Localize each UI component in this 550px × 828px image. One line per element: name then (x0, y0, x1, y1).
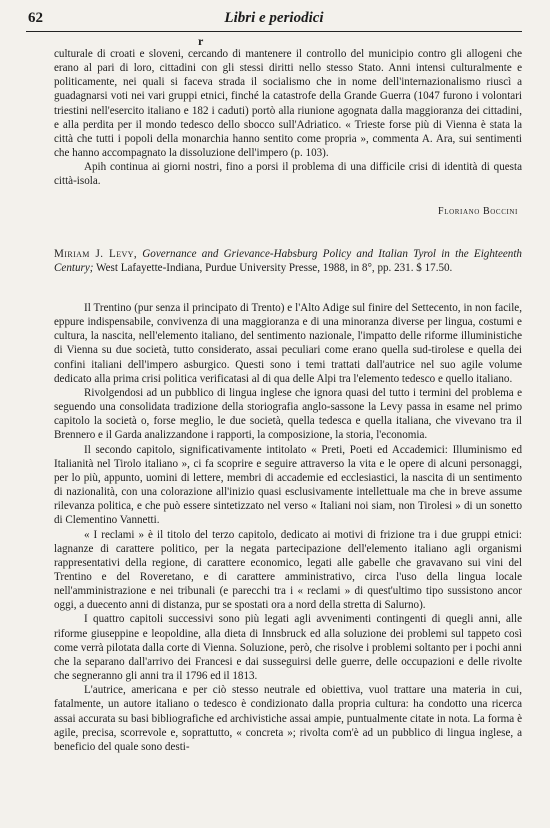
book-author: Miriam J. Levy, (54, 248, 138, 260)
reviewer-signature: Floriano Boccini (438, 206, 518, 217)
review-2-heading (54, 247, 522, 275)
page-header (26, 9, 522, 32)
paragraph: Il secondo capitolo, significativamente intitolato « Preti, Poeti ed Accademici: Illuminismo ed Italianità nel Tirolo italiano », ci fa scoprire e seguire attraverso la vita e le opere di alcuni personaggi, per lo più, appunto, uomini di lettere, membri di accademie ed ecclesiastici, la nascita di un sentimento di nazionalità, con una colorazione all'inizio quasi esclusivamente intellettuale ma che in breve assume rilevanza politica, e che può essere sintetizzato nel verso « Italiani noi siam, non Tirolesi » di un sonetto di Clementino Vannetti. (54, 443, 522, 527)
paragraph: culturale di croati e sloveni, cercando di mantenere il controllo del municipio contro gli allogeni che erano al pari di loro, cittadini con gli stessi diritti nello stesso Stato. Anni intensi culturalmente e politicamente, nei quali si faceva strada il socialismo che in nome dell'internazionalismo riuscì a guadagnarsi voti nei vari gruppi etnici, finché la catastrofe della Grande Guerra (1047 furono i volontari triestini nell'esercito italiano e 182 i caduti) portò alla riunione agognata dalla maggioranza dei cittadini, e alla perdita per il mondo tedesco dello sbocco sull'Adriatico. « Trieste forse più di Vienna è stata la città che tutti i popoli della monarchia hanno sentito come propria », commenta A. Ara, sui sentimenti che hanno accompagnato la dissoluzione dell'impero (p. 103). (54, 48, 522, 160)
publication-info: West Lafayette-Indiana, Purdue University Presse, 1988, in 8°, pp. 231. $ 17.50. (96, 262, 453, 275)
paragraph: I quattro capitoli successivi sono più legati agli avvenimenti contingenti di quegli anni, alle riforme giuseppine e leopoldine, alla dieta di Innsbruck ed alla soluzione dei problemi sul tappeto così come verrà pilotata dalla corte di Vienna. Soluzione, però, che risolve i problemi soltanto per i pochi anni che la separano dall'arrivo dei Francesi e dai susseguirsi delle guerre, delle occupazioni e delle rivolte che segneranno gli anni tra il 1796 ed il 1813. (54, 613, 523, 683)
page-number: 62 (28, 10, 43, 26)
paragraph: Apih continua ai giorni nostri, fino a porsi il problema di una difficile crisi di identità di questa città-isola. (54, 161, 522, 188)
pencil-mark-icon: r (198, 34, 204, 48)
review-1-body (54, 47, 522, 189)
review-2-body (54, 301, 522, 754)
paragraph: Il Trentino (pur senza il principato di Trento) e l'Alto Adige sul finire del Settecento, in non facile, eppure indispensabile, convivenza di una maggioranza e di una minoranza diverse per lingua, costumi e cultura, la nascita, nell'elemento italiano, del sentimento nazionale, l'impatto delle riforme illuministiche di Vienna su due società, tutto considerato, assai peculiari come erano quella sud-tirolese e quella dei confini italiani dell'impero asburgico. Questi sono i temi trattati dall'autrice nel suo agile volume dedicato alla prima crisi politica verificatasi al di qua delle Alpi tra l'elemento tedesco e quello italiano. (54, 302, 522, 385)
book-title: Governance and Grievance-Habsburg Policy and Italian Tyrol in the Eighteenth Century; (54, 248, 522, 275)
paragraph: L'autrice, americana e per ciò stesso neutrale ed obiettiva, vuol trattare una materia in cui, fatalmente, un autore italiano o tedesco è condizionato dalla propria cultura: ha condotto una ricerca assai accurata su basi bibliografiche ed archivistiche assai ampie, puntualmente citate in nota. La forma è agile, precisa, scorrevole e, soprattutto, « concreta »; rivolta com'è ad un pubblico di lingua inglese, a beneficio del quale sono desti- (54, 684, 522, 753)
running-title: Libri e periodici (224, 10, 324, 26)
paragraph: Rivolgendosi ad un pubblico di lingua inglese che ignora quasi del tutto i termini del problema e seguendo una consolidata tradizione della storiografia anglo-sassone la Levy passa in esame nel primo capitolo la società o, forse meglio, le due società, quella tedesca e quella italiana, che vivevano tra il Brennero e il Garda analizzandone i rapporti, la composizione, la storia, l'economia. (54, 386, 522, 442)
paragraph: « I reclami » è il titolo del terzo capitolo, dedicato ai motivi di frizione tra i due gruppi etnici: lagnanze di carattere politico, per la negata partecipazione dell'elemento italiano agli organismi rappresentativi della regione, di carattere economico, legati alle gabelle che gravavano sui vini del Trentino e del Roveretano, e di carattere amministrativo, circa l'uso della lingua locale nell'amministrazione e nei tribunali (e parecchi tra i « reclami » di quest'ultimo tipo sussistono ancor oggi, a duecento anni di distanza, pur se spostati ora a nord della stretta di Salurno). (54, 528, 522, 612)
